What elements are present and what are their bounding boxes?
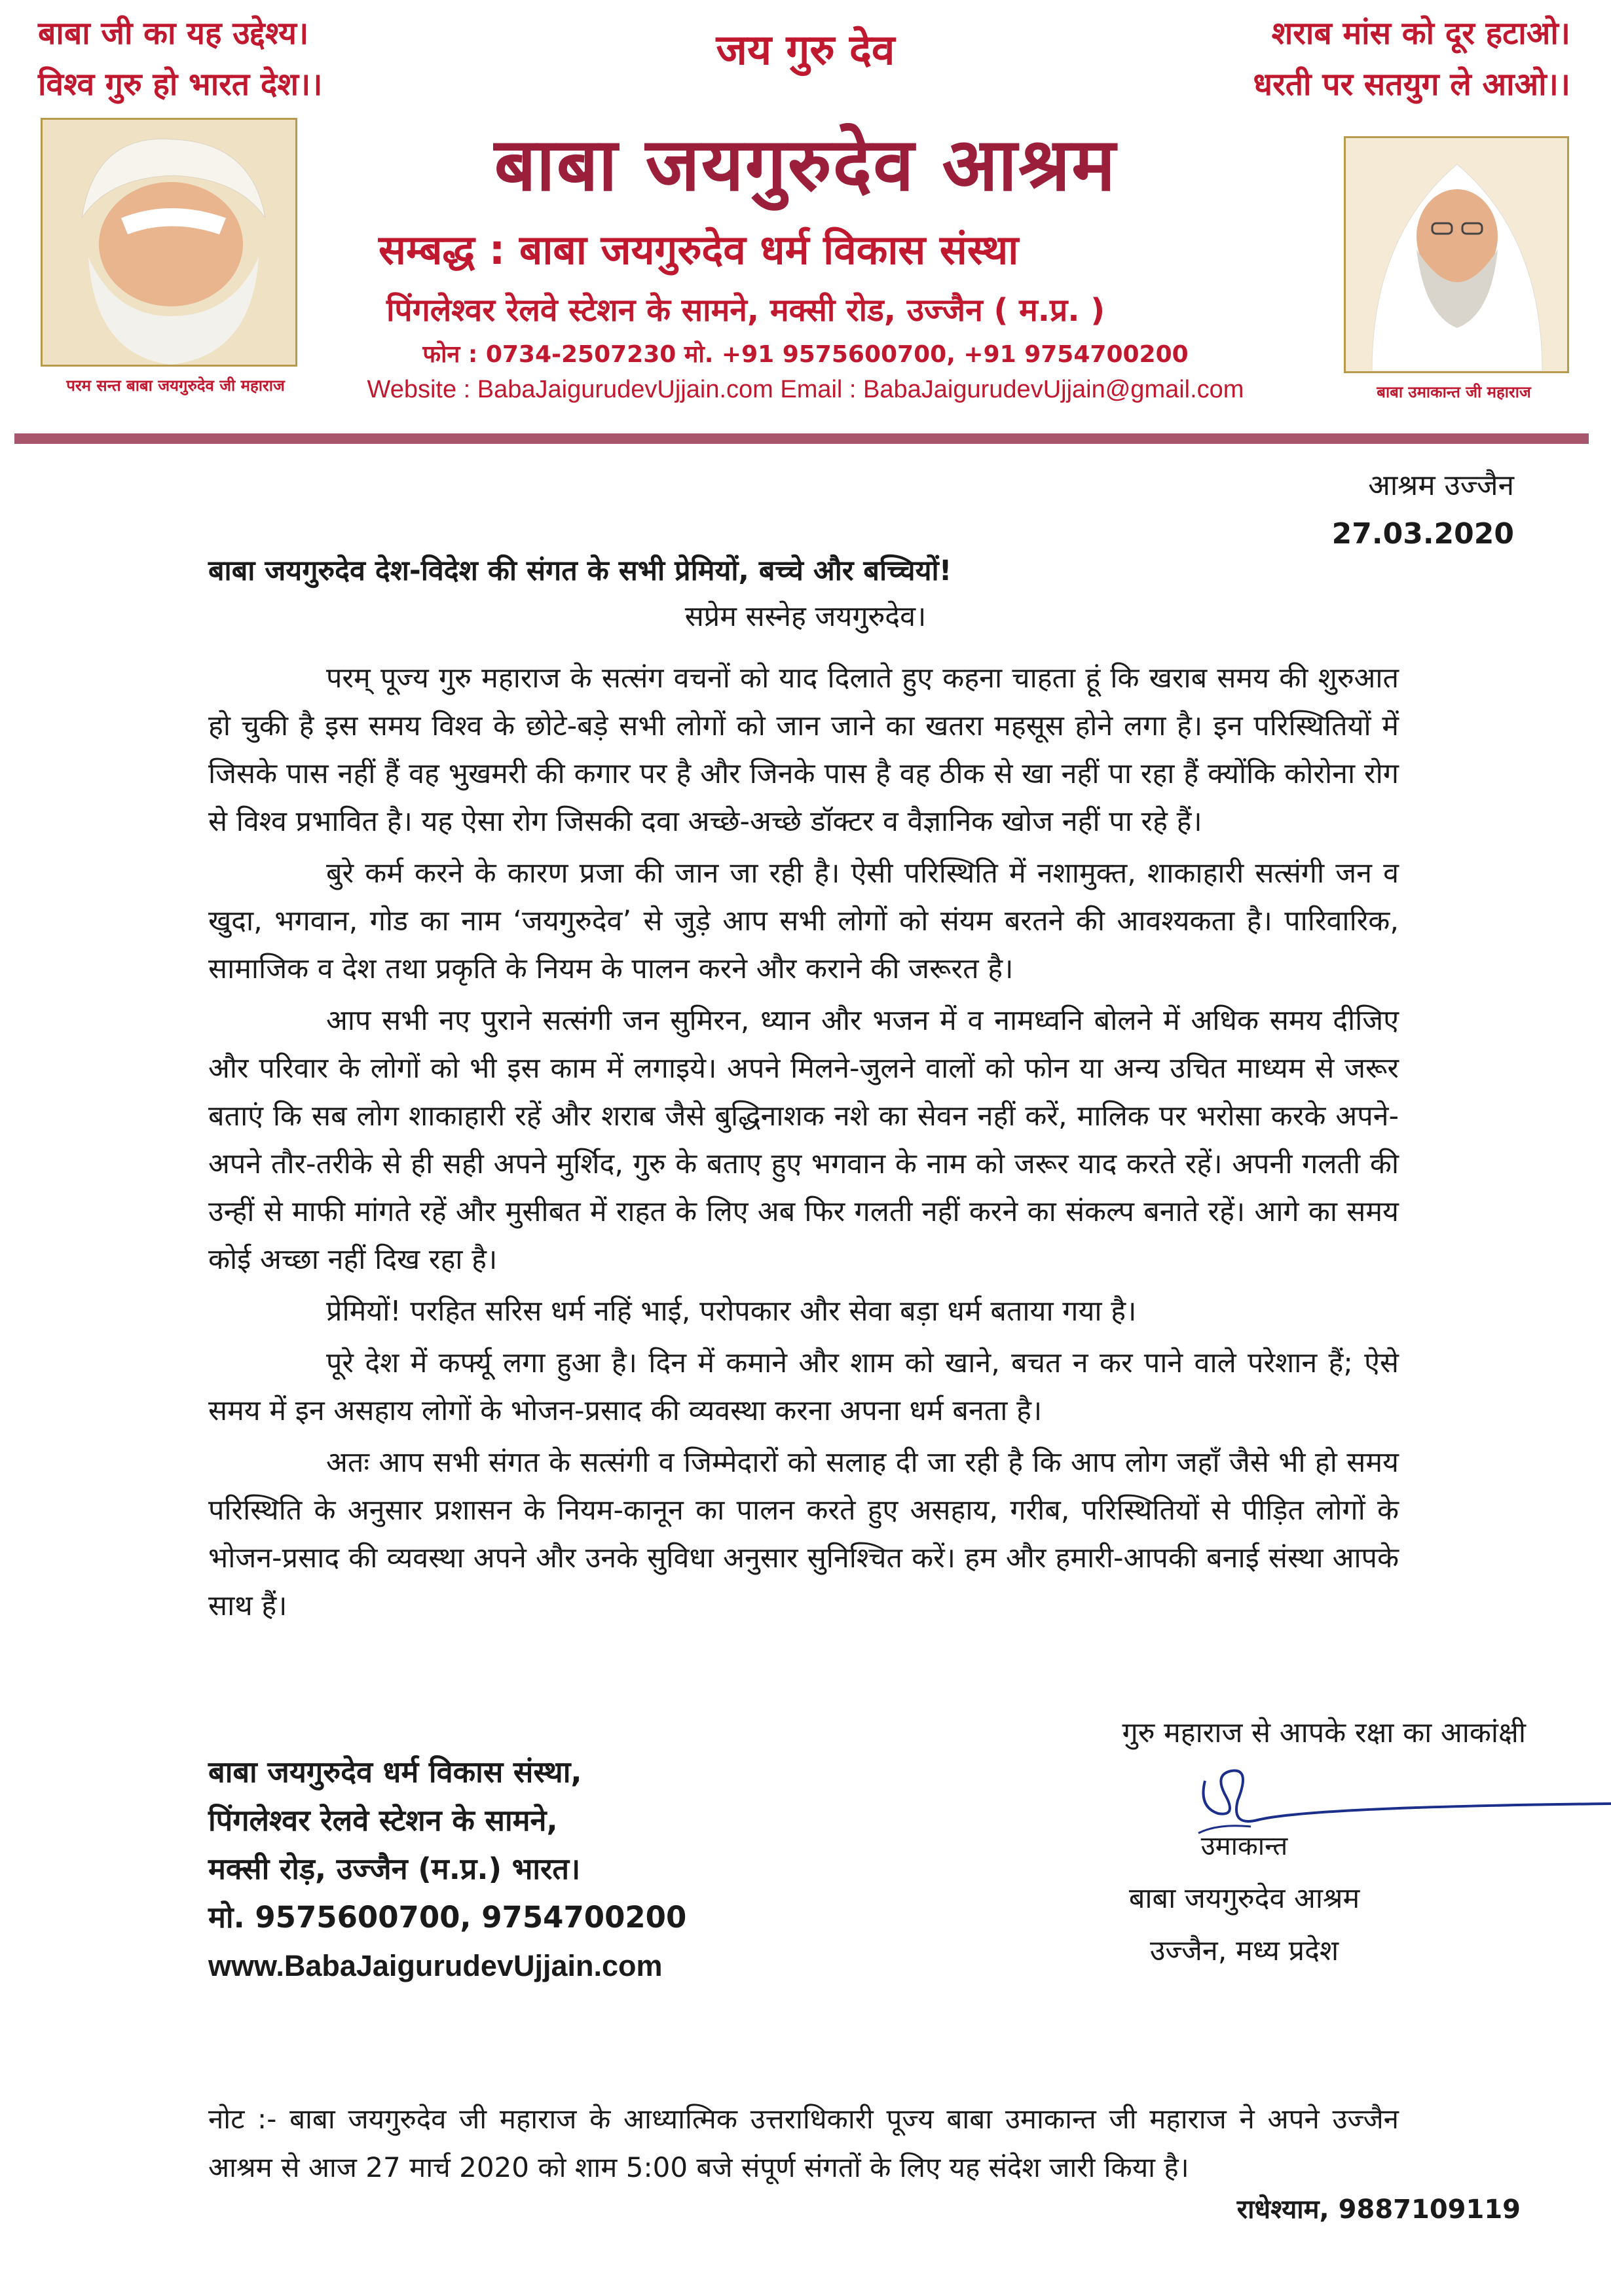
paragraph: आप सभी नए पुराने सत्संगी जन सुमिरन, ध्यान और भजन में व नामध्वनि बोलने में अधिक समय दीजिए और परिवार के लोगों को भी इस काम में लगाइये। अपने मिलने-जुलने वालों को फोन या अन्य उचित माध्यम से जरूर बताएं कि सब लोग शाकाहारी रहें और शराब जैसे बुद्धिनाशक नशे का सेवन नहीं करें, मालिक पर भरोसा करके अपने-अपने तौर-तरीके से ही सही अपने मुर्शिद, गुरु के बताए हुए भगवान के नाम को जरूर याद करते रहें। अपनी गलती की उन्हीं से माफी मांगते रहें और मुसीबत में राहत के लिए अब फिर गलती नहीं करने का संकल्प बनाते रहें। आगे का समय कोई अच्छा नहीं दिख रहा है। [208,1004,1399,1276]
letter-body [208,655,1399,1634]
motto-right-line-1: शराब मांस को दूर हटाओ। [1271,15,1570,52]
signer-block [1048,1820,1441,1977]
org-address: पिंगलेश्वर रेलवे स्टेशन के सामने, मक्सी रोड, उज्जैन ( म.प्र. ) [386,292,1105,329]
org-phone: फोन : 0734-2507230 मो. +91 9575600700, +91 9754700200 [422,341,1189,368]
sender-line: मक्सी रोड़, उज्जैन (म.प्र.) भारत। [208,1851,581,1886]
letter-salutation: सप्रेम सस्नेह जयगुरुदेव। [684,600,927,633]
letter-date: 27.03.2020 [1331,517,1514,551]
sender-line: मो. 9575600700, 9754700200 [208,1900,687,1935]
letter-closing: गुरु महाराज से आपके रक्षा का आकांक्षी [1122,1717,1526,1749]
motto-left-line-1: बाबा जी का यह उद्देश्य। [38,15,309,52]
sender-line: बाबा जयगुरुदेव धर्म विकास संस्था, [208,1755,582,1789]
header-divider [14,433,1589,444]
paragraph: अतः आप सभी संगत के सत्संगी व जिम्मेदारों को सलाह दी जा रही है कि आप लोग जहाँ जैसे भी हो समय परिस्थिति के अनुसार प्रशासन के नियम-कानून का पालन करते हुए असहाय, गरीब, परिस्थितियों से पीड़ित लोगों के भोजन-प्रसाद की व्यवस्था अपने और उनके सुविधा अनुसार सुनिश्चित करें। हम और हमारी-आपकी बनाई संस्था आपके साथ हैं। [208,1446,1399,1622]
org-website-email: Website : BabaJaigurudevUjjain.com Email : BabaJaigurudevUjjain@gmail.com [367,376,1244,403]
signer-org: बाबा जयगुरुदेव आश्रम [1128,1882,1360,1915]
affiliation: सम्बद्ध : बाबा जयगुरुदेव धर्म विकास संस्था [379,226,1019,274]
signer-name: उमाकान्त [1200,1831,1288,1861]
paragraph: पूरे देश में कर्फ्यू लगा हुआ है। दिन में कमाने और शाम को खाने, बचत न कर पाने वाले परेशान हैं; ऐसे समय में इन असहाय लोगों के भोजन-प्रसाद की व्यवस्था करना अपना धर्म बनता है। [208,1347,1399,1427]
motto-left-line-2: विश्व गुरु हो भारत देश।। [38,66,323,103]
sender-address [208,1748,686,1990]
paragraph: परम् पूज्य गुरु महाराज के सत्संग वचनों को याद दिलाते हुए कहना चाहता हूं कि खराब समय की शुरुआत हो चुकी है इस समय विश्व के छोटे-बड़े सभी लोगों को जान जाने का खतरा महसूस होने लगा है। इन परिस्थितियों में जिसके पास नहीं हैं वह भुखमरी की कगार पर है और जिनके पास है वह ठीक से खा नहीं पा रहा हैं क्योंकि कोरोना रोग से विश्व प्रभावित है। यह ऐसा रोग जिसकी दवा अच्छे-अच्छे डॉक्टर व वैज्ञानिक खोज नहीं पा रहे हैं। [208,662,1399,838]
sender-line: पिंगलेश्वर रेलवे स्टेशन के सामने, [208,1803,558,1838]
signer-place: उज्जैन, मध्य प्रदेश [1149,1935,1339,1967]
caption-right: बाबा उमाकान्त जी महाराज [1377,383,1531,401]
letter-place: आश्रम उज्जैन [1368,469,1514,502]
sender-website: www.BabaJaigurudevUjjain.com [208,1949,663,1982]
note-signature: राधेश्याम, 9887109119 [1236,2195,1521,2225]
note-text: नोट :- बाबा जयगुरुदेव जी महाराज के आध्यात्मिक उत्तराधिकारी पूज्य बाबा उमाकान्त जी महाराज ने अपने उज्जैन आश्रम से आज 27 मार्च 2020 को शाम 5:00 बजे संपूर्ण संगतों के लिए यह संदेश जारी किया है। [208,2103,1399,2183]
paragraph: प्रेमियों! परहित सरिस धर्म नहिं भाई, परोपकार और सेवा बड़ा धर्म बताया गया है। [326,1295,1137,1328]
header-top-center: जय गुरु देव [716,26,895,75]
motto-right-line-2: धरती पर सतयुग ले आओ।। [1253,66,1570,103]
header-motto-right [1253,8,1570,110]
letter-greeting: बाबा जयगुरुदेव देश-विदेश की संगत के सभी प्रेमियों, बच्चे और बच्चियों! [208,555,952,587]
caption-left: परम सन्त बाबा जयगुरुदेव जी महाराज [66,376,285,395]
paragraph: बुरे कर्म करने के कारण प्रजा की जान जा रही है। ऐसी परिस्थिति में नशामुक्त, शाकाहारी सत्संगी जन व खुदा, भगवान, गोड का नाम ‘जयगुरुदेव’ से जुड़े आप सभी लोगों को संयम बरतने की आवश्यकता है। पारिवारिक, सामाजिक व देश तथा प्रकृति के नियम के पालन करने और कराने की जरूरत है। [208,857,1399,985]
org-name: बाबा जयगुरुदेव आश्रम [494,122,1117,208]
